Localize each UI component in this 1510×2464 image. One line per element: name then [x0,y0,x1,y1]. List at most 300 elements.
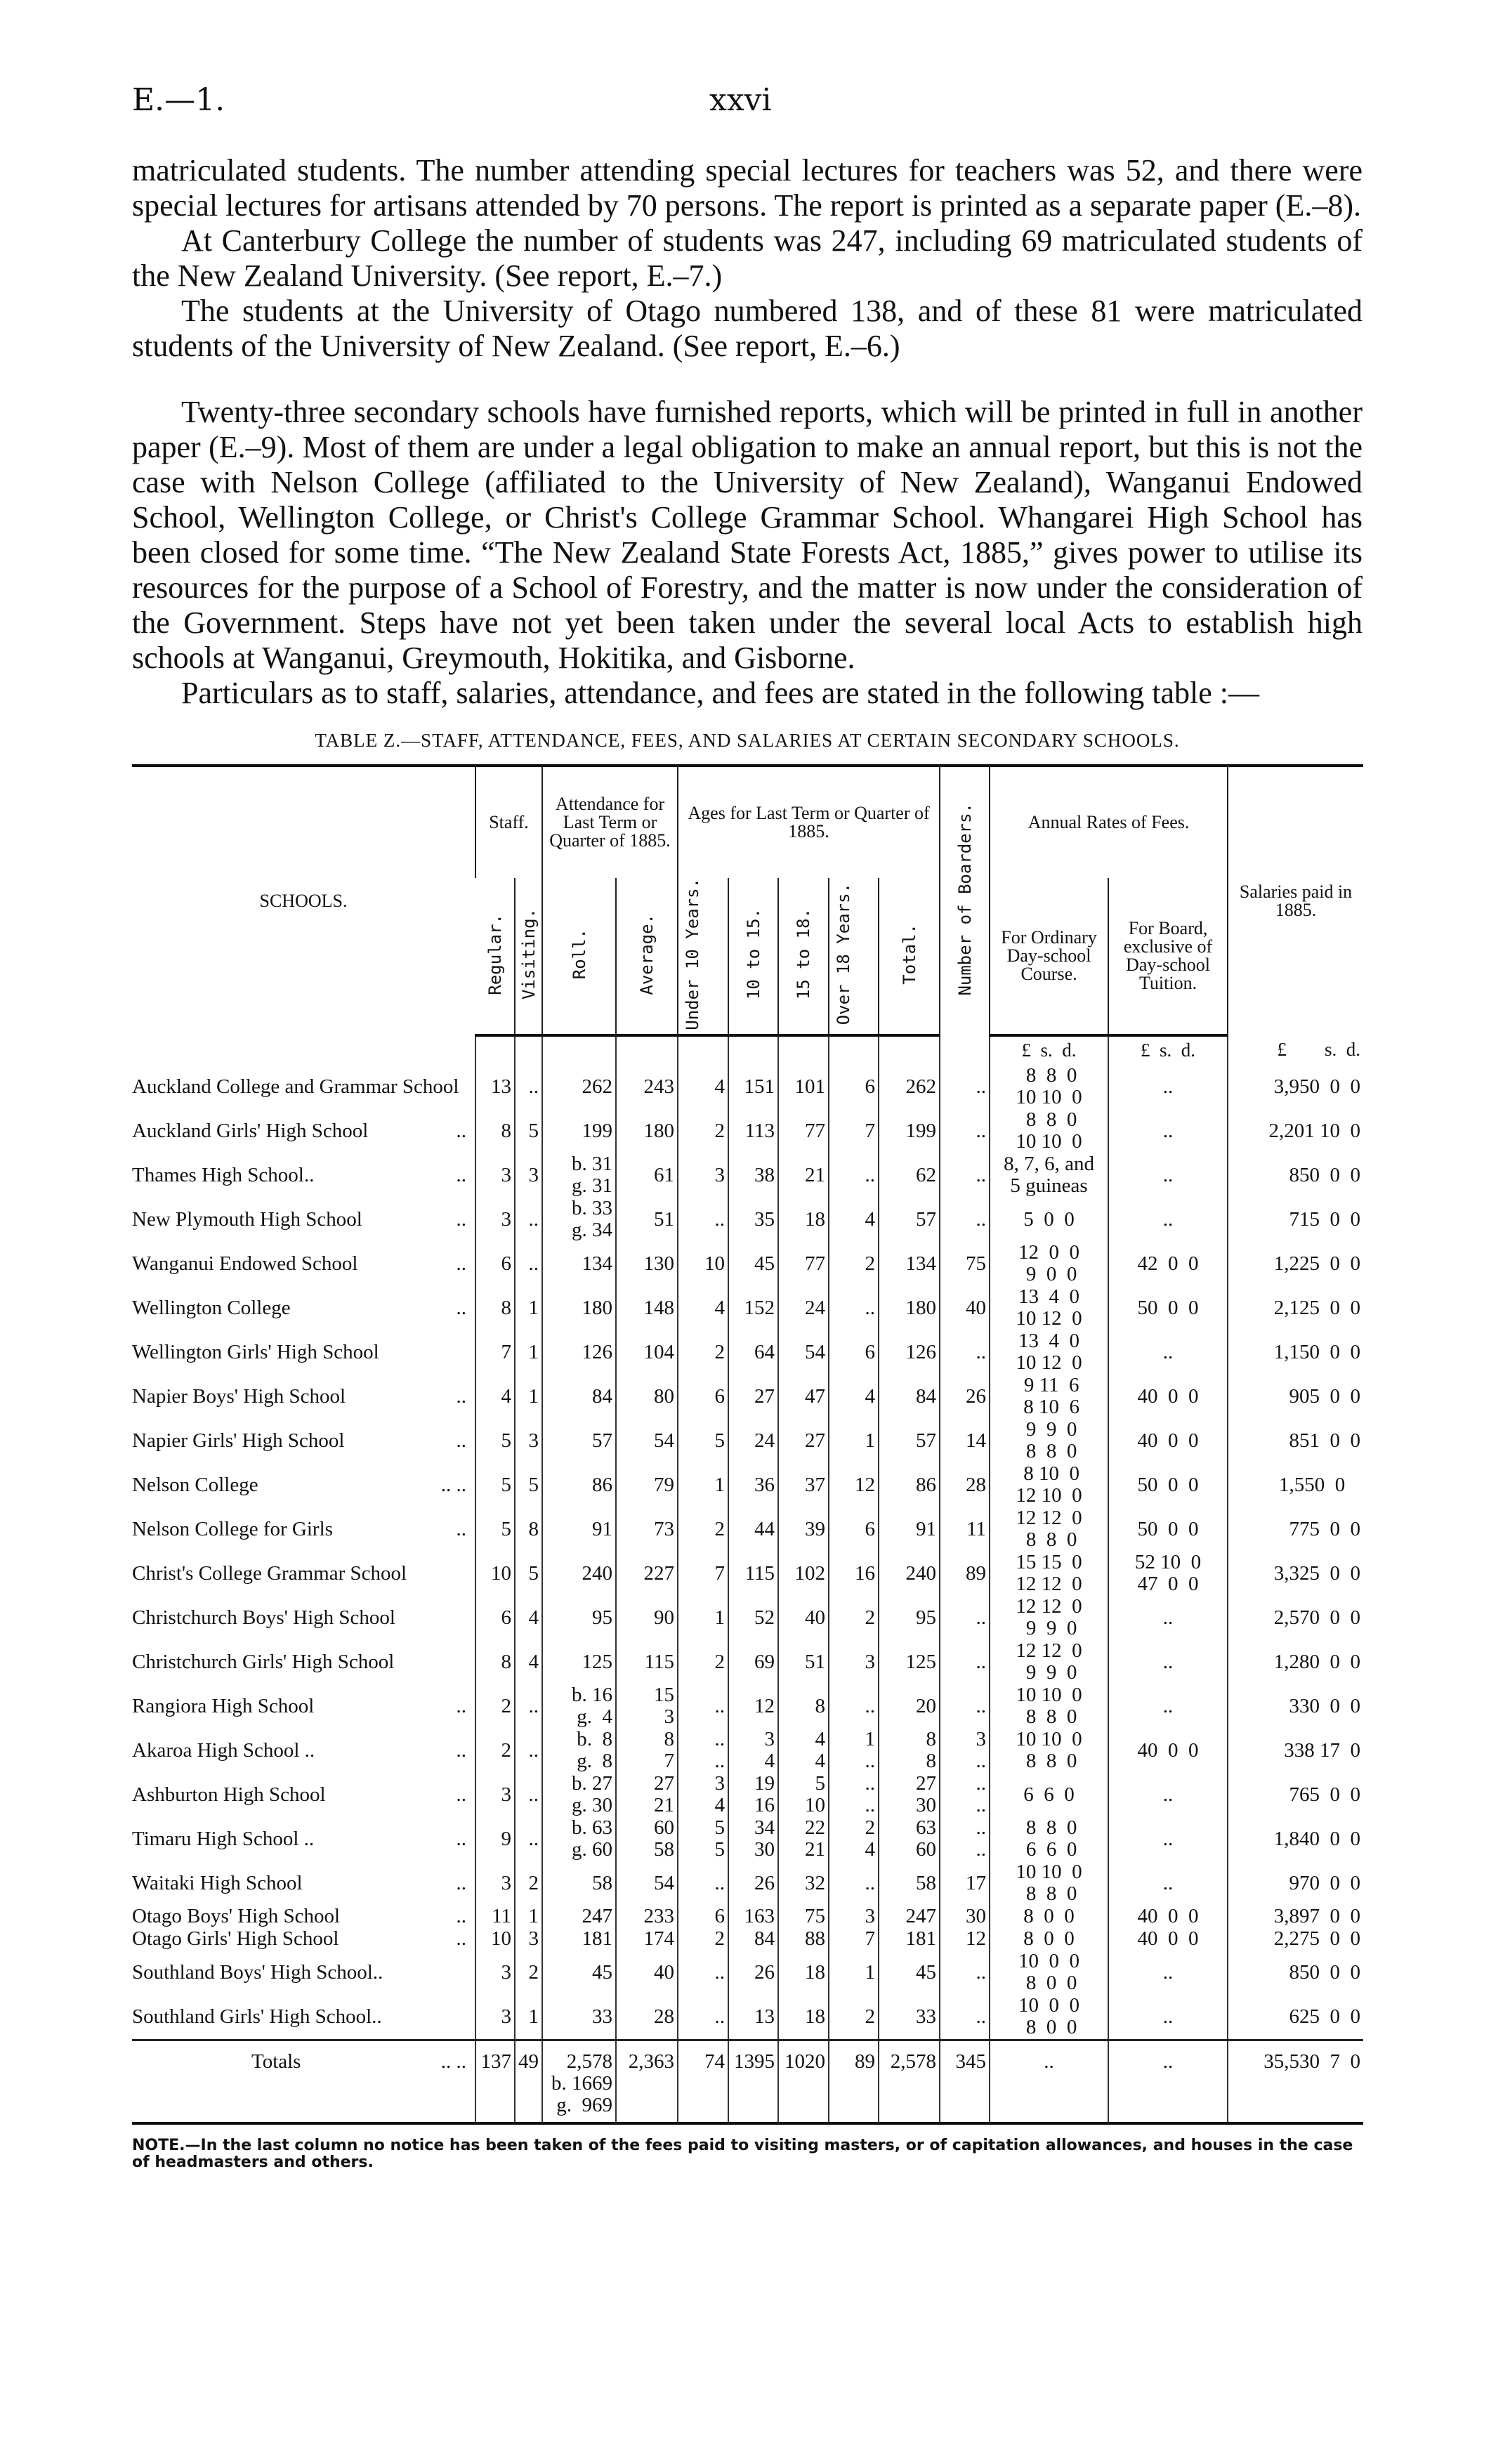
regular-cell [475,1640,515,1684]
age-15-18-cell [778,1242,829,1286]
regular-cell [475,2040,515,2116]
fee-ordinary-value: 12 12 0 [1016,1639,1082,1663]
roll-value: g. 60 [572,1838,613,1861]
over-18-cell [829,1596,879,1640]
total-value: 62 [916,1163,937,1186]
age-10-15-value: 115 [744,1561,775,1585]
under-10-value: 1 [714,1606,726,1629]
age-15-18-value: 1020 [784,2050,826,2073]
over-18-cell [829,1153,879,1198]
regular-value: 3 [501,1871,511,1894]
table-note: NOTE.—In the last column no notice has been taken of the fees paid to visiting masters, or of capitation allowances, and houses in the case of headmasters and others. [132,2136,1353,2171]
header-over18 [829,878,879,1035]
salary-cell [1228,1109,1363,1153]
salary-cell [1228,1817,1363,1861]
salary-value: 765 0 0 [1289,1783,1361,1806]
total-value: 58 [916,1871,937,1894]
under-10-value: 5 [714,1838,726,1861]
table-row [132,1507,1363,1552]
average-value: 27 [654,1772,675,1795]
age-15-18-cell [778,1773,829,1817]
over-18-value: 4 [865,1838,876,1861]
total-cell [879,2040,940,2116]
salary-cell [1228,1684,1363,1729]
school-cell [132,1286,475,1330]
age-15-18-value: 21 [805,1838,826,1861]
over-18-value: .. [865,1296,876,1319]
boarders-value: 26 [966,1384,987,1408]
over-18-cell [829,1286,879,1330]
under-10-value: 5 [714,1816,726,1840]
regular-cell [475,1286,515,1330]
age-15-18-value: 54 [805,1340,826,1363]
salary-cell [1228,1995,1363,2040]
header-total [879,878,940,1035]
over-18-value: 1 [865,1429,876,1452]
total-cell [879,1286,940,1330]
regular-value: 8 [501,1650,511,1673]
fee-ordinary-cell [990,1065,1108,1109]
over-18-value: .. [865,1163,876,1186]
fee-board-value: .. [1162,1960,1174,1984]
under-10-value: .. [714,1871,726,1894]
average-cell [616,1463,678,1507]
regular-value: 3 [501,1207,511,1231]
visiting-value: .. [528,1694,539,1717]
age-15-18-value: 47 [805,1384,826,1408]
under-10-cell [678,1684,728,1729]
age-15-18-value: 37 [805,1473,826,1496]
average-cell [616,1951,678,1995]
salary-value: 851 0 0 [1289,1429,1361,1452]
school-name: Nelson College for Girls [132,1517,333,1540]
table-row [132,1463,1363,1507]
roll-value: b. 8 [577,1728,613,1751]
visiting-cell [515,1596,542,1640]
visiting-value: 8 [528,1517,539,1540]
over-18-value: 3 [865,1650,876,1673]
under-10-cell [678,1640,728,1684]
under-10-value: 74 [704,2050,726,2073]
visiting-cell [515,1928,542,1951]
total-cell [879,1906,940,1928]
fee-ordinary-value: 10 10 0 [1016,1861,1082,1884]
under-10-value: 2 [714,1340,726,1363]
age-10-15-value: 113 [744,1119,775,1142]
boarders-value: .. [976,1606,987,1629]
leader-dots: .. [456,1694,466,1717]
boarders-value: 40 [966,1296,987,1319]
over-18-value: 4 [865,1384,876,1408]
age-15-18-cell [778,1463,829,1507]
visiting-value: .. [528,1207,539,1231]
boarders-value: .. [976,1750,987,1773]
boarders-value: 12 [966,1927,987,1951]
fee-board-value: .. [1162,1783,1174,1806]
salary-cell [1228,1065,1363,1109]
regular-value: 5 [501,1473,511,1496]
fee-board-cell [1108,1640,1228,1684]
fee-board-value: .. [1162,2005,1174,2028]
salary-cell [1228,1507,1363,1552]
regular-cell [475,1463,515,1507]
school-cell [132,1109,475,1153]
roll-value: 247 [582,1905,613,1928]
age-10-15-value: 45 [754,1252,775,1275]
fee-ordinary-cell [990,1286,1108,1330]
over-18-cell [829,1507,879,1552]
age-10-15-value: 1395 [734,2050,775,2073]
over-18-cell [829,1684,879,1729]
school-cell [132,1419,475,1463]
boarders-cell [940,1109,990,1153]
roll-cell [542,1906,616,1928]
school-name: Southland Girls' High School.. [132,2005,382,2028]
visiting-value: 5 [528,1473,539,1496]
fee-ordinary-value: 5 guineas [1010,1174,1088,1198]
average-value: 54 [654,1871,675,1894]
age-15-18-value: 75 [805,1905,826,1928]
regular-value: 5 [501,1429,511,1452]
age-10-15-value: 52 [754,1606,775,1629]
fee-board-cell [1108,1928,1228,1951]
salary-cell [1228,1596,1363,1640]
header-15-18 [778,878,829,1035]
average-value: 21 [654,1794,675,1817]
age-10-15-value: 64 [754,1340,775,1363]
age-10-15-cell [728,1286,778,1330]
fee-board-cell [1108,1330,1228,1375]
school-cell [132,1684,475,1729]
total-cell [879,1773,940,1817]
over-18-value: 6 [865,1340,876,1363]
table-row [132,1817,1363,1861]
school-name: Wellington Girls' High School [132,1340,379,1363]
age-15-18-value: 39 [805,1517,826,1540]
school-name: Wellington College [132,1296,291,1319]
boarders-cell [940,1375,990,1419]
regular-cell [475,1109,515,1153]
salary-cell [1228,1463,1363,1507]
salary-value: 3,897 0 0 [1273,1905,1361,1928]
leader-dots: .. [456,1827,466,1850]
age-10-15-value: 13 [754,2005,775,2028]
average-value: 3 [664,1705,675,1729]
visiting-cell [515,1906,542,1928]
fee-board-cell [1108,1507,1228,1552]
table-row [132,1065,1363,1109]
table-row [132,1684,1363,1729]
regular-value: 8 [501,1296,511,1319]
fee-board-value: 50 0 0 [1137,1517,1199,1540]
school-cell [132,1951,475,1995]
paragraph: matriculated students. The number attending special lectures for teachers was 52, and there were special lectures for artisans attended by 70 persons. The report is printed as a separate paper (E.–8). [132,153,1363,223]
boarders-cell [940,1861,990,1906]
average-value: 60 [654,1816,675,1840]
fee-board-cell [1108,1065,1228,1109]
average-cell [616,1817,678,1861]
fee-ordinary-value: 9 9 0 [1020,1617,1077,1640]
fee-ordinary-value: 6 6 0 [1020,1838,1077,1861]
salary-value: 2,275 0 0 [1273,1927,1361,1951]
regular-cell [475,1419,515,1463]
average-cell [616,1198,678,1242]
regular-cell [475,1773,515,1817]
school-name: Akaroa High School .. [132,1738,315,1762]
fee-board-cell [1108,1242,1228,1286]
visiting-value: .. [528,1075,539,1098]
visiting-value: .. [528,1738,539,1762]
average-cell [616,1596,678,1640]
age-15-18-value: 88 [805,1927,826,1951]
age-15-18-value: 18 [805,1207,826,1231]
salary-value: 970 0 0 [1289,1871,1361,1894]
header-average [616,878,678,1035]
age-10-15-cell [728,1198,778,1242]
regular-value: 5 [501,1517,511,1540]
boarders-cell [940,1507,990,1552]
fee-ordinary-value: 10 12 0 [1016,1307,1082,1330]
age-10-15-value: 3 [764,1728,775,1751]
under-10-cell [678,1596,728,1640]
total-cell [879,1419,940,1463]
boarders-cell [940,1729,990,1773]
salary-cell [1228,1198,1363,1242]
age-15-18-cell [778,1419,829,1463]
total-cell [879,1640,940,1684]
header-fee-ordinary: For Ordinary Day-school Course. [990,878,1108,1035]
age-10-15-cell [728,1951,778,1995]
fee-board-cell [1108,1463,1228,1507]
average-value: 51 [654,1207,675,1231]
school-name: Timaru High School .. [132,1827,315,1850]
leader-dots: .. [456,1429,466,1452]
school-cell [132,1861,475,1906]
average-value: 115 [644,1650,675,1673]
fee-board-cell [1108,1729,1228,1773]
fee-ordinary-value: .. [1044,2050,1054,2073]
boarders-value: 17 [966,1871,987,1894]
roll-cell [542,1153,616,1198]
table-row [132,1375,1363,1419]
total-cell [879,1330,940,1375]
regular-value: 10 [491,1927,511,1951]
under-10-cell [678,1375,728,1419]
visiting-cell [515,1817,542,1861]
roll-cell [542,1375,616,1419]
regular-value: 7 [501,1340,511,1363]
over-18-value: 12 [855,1473,876,1496]
regular-cell [475,1065,515,1109]
salary-cell [1228,1330,1363,1375]
boarders-cell [940,1640,990,1684]
roll-cell [542,1640,616,1684]
boarders-cell [940,1951,990,1995]
table-row [132,1419,1363,1463]
fee-ordinary-cell [990,1463,1108,1507]
age-15-18-cell [778,1375,829,1419]
salary-cell [1228,1153,1363,1198]
regular-value: 8 [501,1119,511,1142]
total-cell [879,1065,940,1109]
salary-value: 338 17 0 [1284,1738,1361,1762]
fee-ordinary-cell [990,1419,1108,1463]
total-cell [879,1928,940,1951]
regular-value: 6 [501,1606,511,1629]
over-18-value: 3 [865,1905,876,1928]
total-value: 60 [916,1838,937,1861]
total-cell [879,1375,940,1419]
salary-value: 3,325 0 0 [1273,1561,1361,1585]
boarders-value: 30 [966,1905,987,1928]
total-value: 27 [916,1772,937,1795]
school-cell [132,1729,475,1773]
school-name: Rangiora High School [132,1694,315,1717]
visiting-value: 49 [518,2050,539,2073]
salary-cell [1228,2040,1363,2116]
roll-value: 181 [582,1927,613,1951]
visiting-value: .. [528,1783,539,1806]
salary-cell [1228,1861,1363,1906]
visiting-cell [515,1242,542,1286]
total-value: 30 [916,1794,937,1817]
roll-cell [542,1861,616,1906]
header-10-15-text: 10 to 15. [743,908,763,1000]
roll-cell [542,1773,616,1817]
under-10-value: .. [714,2005,726,2028]
table-row [132,1773,1363,1817]
fee-board-value: .. [1162,1606,1174,1629]
total-value: 125 [905,1650,937,1673]
school-cell [132,1375,475,1419]
regular-value: 2 [501,1738,511,1762]
over-18-value: 2 [865,1252,876,1275]
fee-ordinary-value: 10 0 0 [1018,1950,1080,1973]
fee-ordinary-value: 10 0 0 [1018,1994,1080,2017]
salary-value: 1,225 0 0 [1273,1252,1361,1275]
header-roll-text: Roll. [569,929,589,980]
average-value: 227 [643,1561,675,1585]
fee-board-value: 52 10 0 [1134,1551,1202,1574]
age-15-18-cell [778,1596,829,1640]
fee-ordinary-value: 12 12 0 [1016,1507,1082,1530]
fee-ordinary-value: 5 0 0 [1023,1207,1075,1231]
under-10-cell [678,1153,728,1198]
salary-value: 775 0 0 [1289,1517,1361,1540]
boarders-cell [940,1995,990,2040]
average-value: 15 [654,1684,675,1707]
average-cell [616,1861,678,1906]
age-15-18-value: 22 [805,1816,826,1840]
total-value: 8 [926,1728,937,1751]
fee-board-value: 42 0 0 [1137,1252,1199,1275]
fee-ordinary-cell [990,1596,1108,1640]
boarders-cell [940,1773,990,1817]
fee-ordinary-value: 8 8 0 [1020,1064,1077,1087]
table-row [132,1596,1363,1640]
age-10-15-value: 36 [754,1473,775,1496]
roll-cell [542,1065,616,1109]
over-18-value: .. [865,1871,876,1894]
visiting-cell [515,1463,542,1507]
fee-board-cell [1108,1153,1228,1198]
fee-ordinary-value: 8 10 6 [1018,1396,1080,1419]
roll-value: 262 [582,1075,613,1098]
boarders-value: 11 [966,1517,987,1540]
fee-ordinary-cell [990,1995,1108,2040]
fee-ordinary-value: 8 8 0 [1020,1750,1077,1773]
roll-value: 126 [582,1340,613,1363]
boarders-cell [940,1286,990,1330]
school-cell [132,1242,475,1286]
age-10-15-value: 24 [754,1429,775,1452]
regular-cell [475,1507,515,1552]
under-10-cell [678,1463,728,1507]
header-schools: SCHOOLS. [132,766,475,1035]
roll-cell [542,1507,616,1552]
regular-cell [475,1330,515,1375]
fee-board-value: .. [1162,1075,1174,1098]
fee-ordinary-value: 6 6 0 [1023,1783,1075,1806]
header-under10-text: Under 10 Years. [683,878,703,1030]
age-10-15-cell [728,1463,778,1507]
school-name: Christchurch Girls' High School [132,1650,395,1673]
boarders-cell [940,1684,990,1729]
fee-board-value: .. [1162,1163,1174,1186]
school-name: Napier Girls' High School [132,1429,345,1452]
over-18-value: .. [865,1772,876,1795]
age-15-18-value: 18 [805,1960,826,1984]
units-spacer [132,1035,475,1065]
leader-dots: .. [456,1384,466,1408]
leader-dots: .. [456,1119,466,1142]
fee-board-value: .. [1162,1119,1174,1142]
age-10-15-value: 84 [754,1927,775,1951]
average-value: 54 [654,1429,675,1452]
visiting-cell [515,2040,542,2116]
salary-value: 850 0 0 [1289,1960,1361,1984]
school-cell [132,1817,475,1861]
roll-value: 84 [592,1384,613,1408]
age-10-15-value: 44 [754,1517,775,1540]
age-15-18-cell [778,2040,829,2116]
average-cell [616,1109,678,1153]
roll-value: g. 31 [572,1174,613,1198]
leader-dots: .. [456,1871,466,1894]
salary-value: 2,125 0 0 [1273,1296,1361,1319]
total-cell [879,1242,940,1286]
average-value: 73 [654,1517,675,1540]
regular-cell [475,1995,515,2040]
roll-value: g. 969 [556,2093,613,2116]
age-10-15-cell [728,1242,778,1286]
average-value: 7 [664,1750,675,1773]
total-value: 262 [905,1075,937,1098]
header-10-15 [728,878,778,1035]
salary-cell [1228,1906,1363,1928]
regular-cell [475,1153,515,1198]
total-cell [879,1684,940,1729]
age-10-15-cell [728,1729,778,1773]
roll-value: b. 63 [572,1816,613,1840]
total-cell [879,1552,940,1596]
average-cell [616,1552,678,1596]
salary-value: 1,280 0 0 [1273,1650,1361,1673]
visiting-cell [515,1375,542,1419]
age-15-18-cell [778,1552,829,1596]
roll-cell [542,1928,616,1951]
age-10-15-cell [728,1330,778,1375]
